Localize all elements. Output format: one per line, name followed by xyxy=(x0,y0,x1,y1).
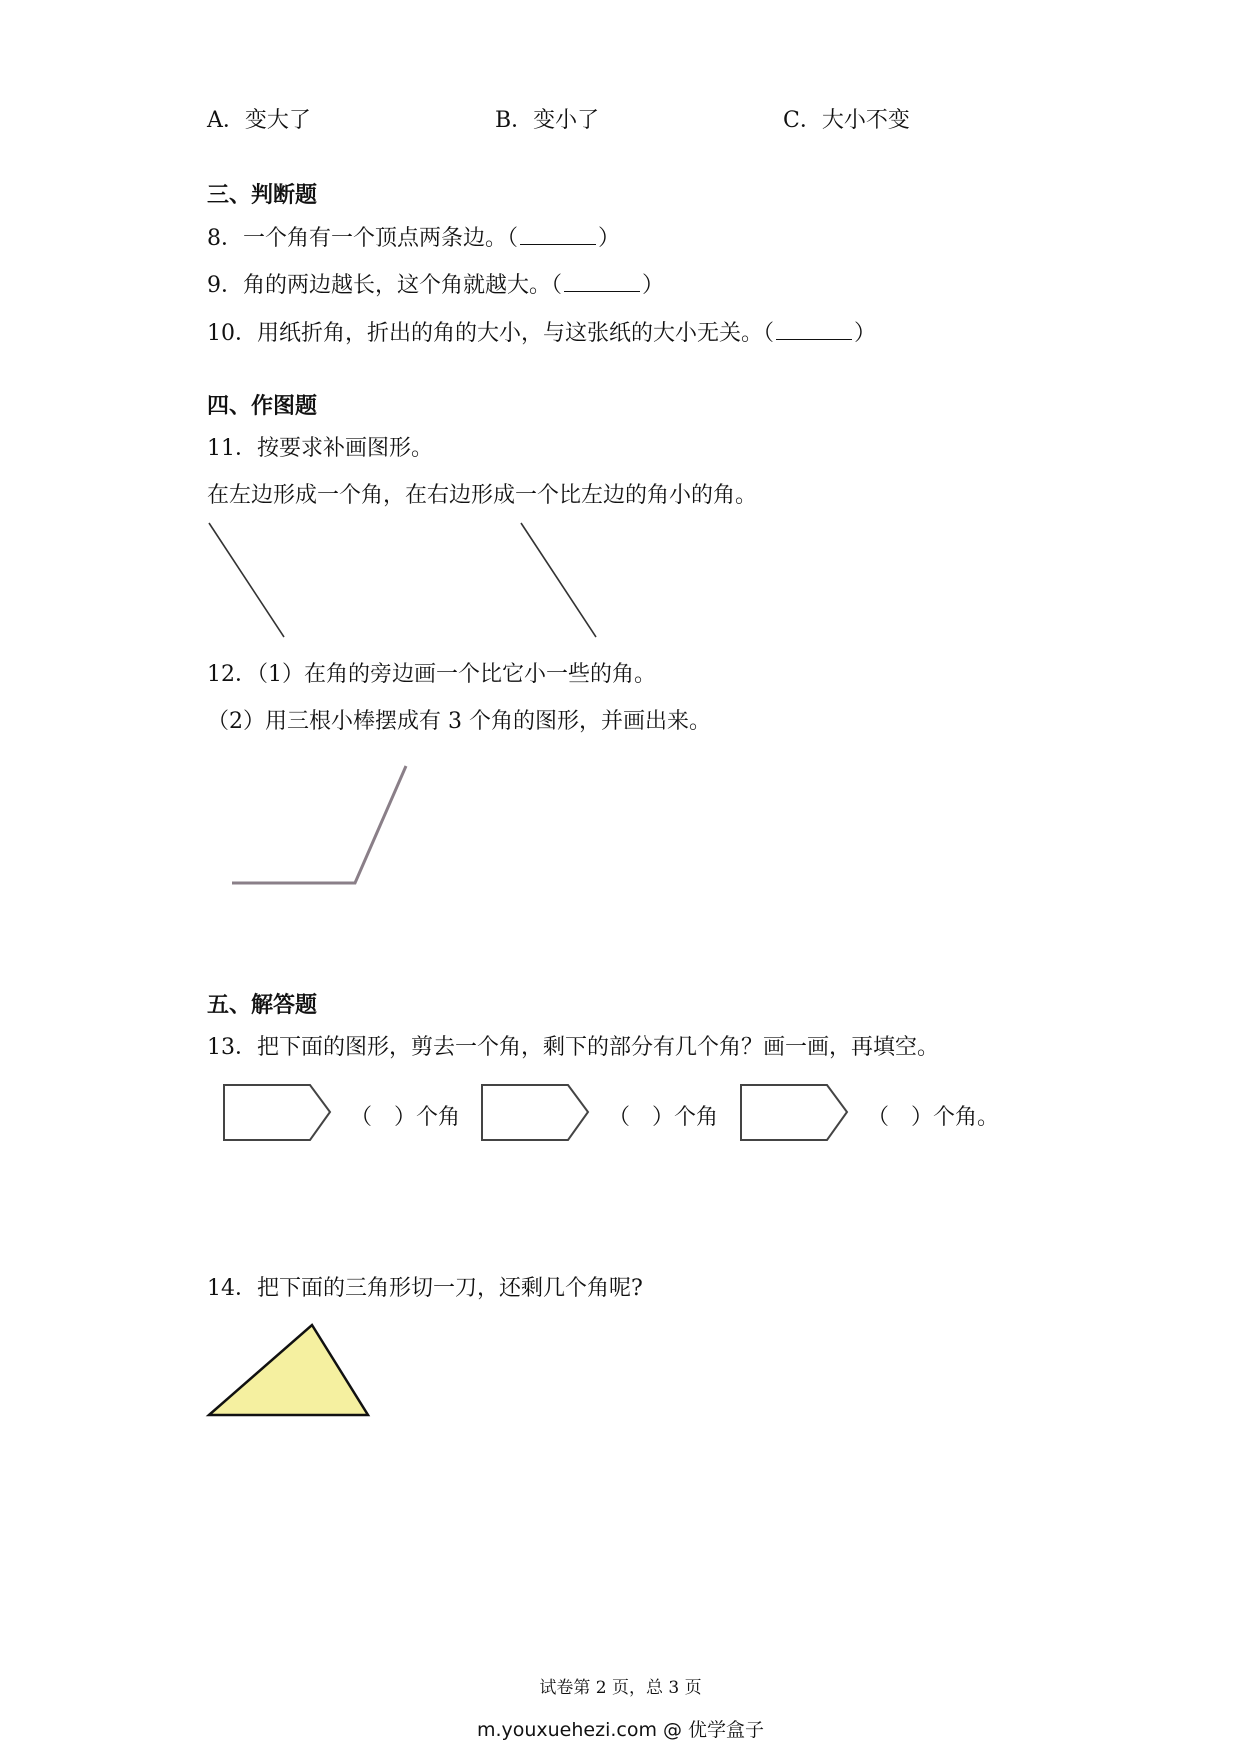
q10-text: 10．用纸折角，折出的角的大小，与这张纸的大小无关。（ xyxy=(207,321,774,346)
q9-close: ） xyxy=(642,273,665,298)
q14: 14．把下面的三角形切一刀，还剩几个角呢? xyxy=(207,1276,643,1301)
q10-close: ） xyxy=(854,321,877,346)
section5-title: 五、解答题 xyxy=(207,993,318,1018)
section4-title: 四、作图题 xyxy=(207,394,318,419)
q13-label-2: （ ）个角 xyxy=(608,1105,719,1130)
page-number: 试卷第 2 页，总 3 页 xyxy=(539,1678,702,1698)
q12-sub: （2）用三根小棒摆成有 3 个角的图形，并画出来。 xyxy=(207,709,711,734)
q11-sub: 在左边形成一个角，在右边形成一个比左边的角小的角。 xyxy=(207,483,758,508)
option-a: A．变大了 xyxy=(207,108,311,133)
q8-close: ） xyxy=(598,226,621,251)
q8-text: 8．一个角有一个顶点两条边。（ xyxy=(207,226,518,251)
q13-label-3: （ ）个角。 xyxy=(867,1105,1000,1130)
q11: 11．按要求补画图形。 xyxy=(207,436,433,461)
q13: 13．把下面的图形，剪去一个角，剩下的部分有几个角？画一画，再填空。 xyxy=(207,1035,939,1060)
q13-label-1: （ ）个角 xyxy=(350,1105,461,1130)
q9-text: 9．角的两边越长，这个角就越大。（ xyxy=(207,273,562,298)
option-b: B．变小了 xyxy=(495,108,600,133)
q12: 12．（1）在角的旁边画一个比它小一些的角。 xyxy=(207,662,656,687)
section3-title: 三、判断题 xyxy=(207,183,318,208)
q14-triangle xyxy=(209,1325,368,1415)
site-watermark: m.youxuehezi.com @ 优学盒子 xyxy=(476,1719,765,1741)
option-c: C．大小不变 xyxy=(783,108,910,133)
